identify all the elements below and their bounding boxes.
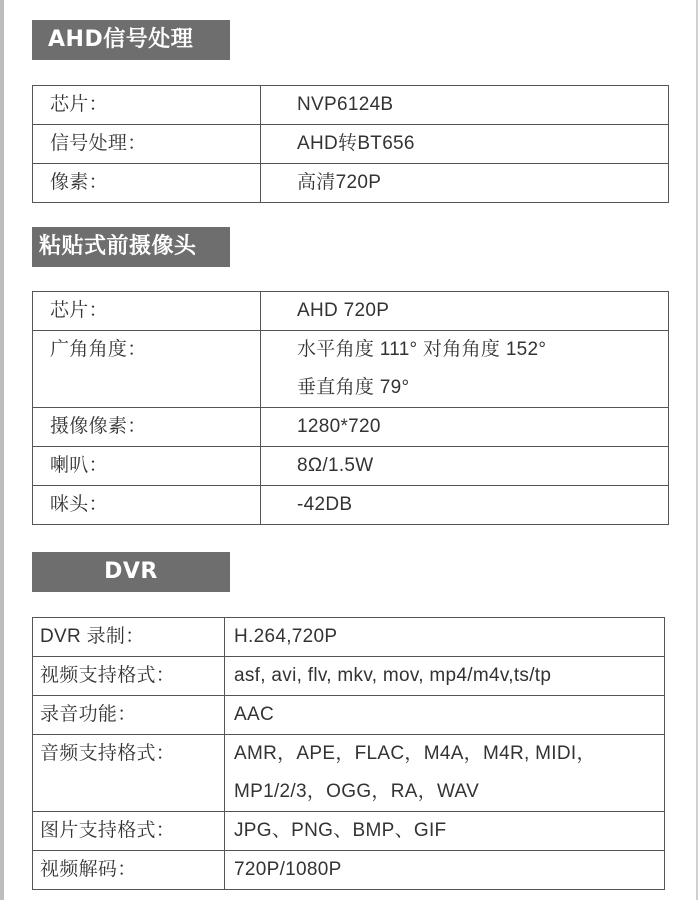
spec-key: 音频支持格式： [33,735,225,812]
table-row [33,696,665,735]
table-row [33,86,669,125]
spec-value: 高清720P [261,164,669,203]
table-row [33,851,665,890]
spec-key: 喇叭： [33,447,261,486]
table-row [33,447,669,486]
left-edge-bar [0,0,4,900]
spec-value: 720P/1080P [225,851,665,890]
spec-key: 录音功能： [33,696,225,735]
spec-key: DVR 录制： [33,618,225,657]
table-row [33,125,669,164]
spec-key: 图片支持格式： [33,812,225,851]
spec-value: AHD 720P [261,292,669,331]
camera-spec-table [32,291,669,525]
spec-value: -42DB [261,486,669,525]
table-row [33,164,669,203]
table-row [33,618,665,657]
spec-value: H.264,720P [225,618,665,657]
spec-value: 水平角度 111° 对角角度 152° 垂直角度 79° [261,331,669,408]
spec-value: 8Ω/1.5W [261,447,669,486]
spec-key: 摄像像素： [33,408,261,447]
spec-key: 视频解码： [33,851,225,890]
spec-value: JPG、PNG、BMP、GIF [225,812,665,851]
table-row [33,486,669,525]
spec-value: AAC [225,696,665,735]
ahd-spec-table [32,85,669,203]
section-title-ahd: AHD信号处理 [32,20,230,60]
spec-value: NVP6124B [261,86,669,125]
table-row [33,292,669,331]
spec-key: 芯片： [33,292,261,331]
dvr-spec-table [32,617,665,890]
section-title-camera: 粘贴式前摄像头 [32,227,230,267]
table-row [33,812,665,851]
table-row [33,657,665,696]
spec-value: AMR，APE，FLAC，M4A，M4R, MIDI， MP1/2/3，OGG，RA，WAV [225,735,665,812]
spec-key: 广角角度： [33,331,261,408]
spec-value: asf, avi, flv, mkv, mov, mp4/m4v,ts/tp [225,657,665,696]
table-row [33,408,669,447]
section-title-dvr: DVR [32,552,230,592]
table-row [33,331,669,408]
spec-key: 芯片： [33,86,261,125]
spec-value: 1280*720 [261,408,669,447]
spec-key: 视频支持格式： [33,657,225,696]
spec-key: 咪头： [33,486,261,525]
spec-key: 像素： [33,164,261,203]
table-row [33,735,665,812]
spec-value: AHD转BT656 [261,125,669,164]
spec-key: 信号处理： [33,125,261,164]
